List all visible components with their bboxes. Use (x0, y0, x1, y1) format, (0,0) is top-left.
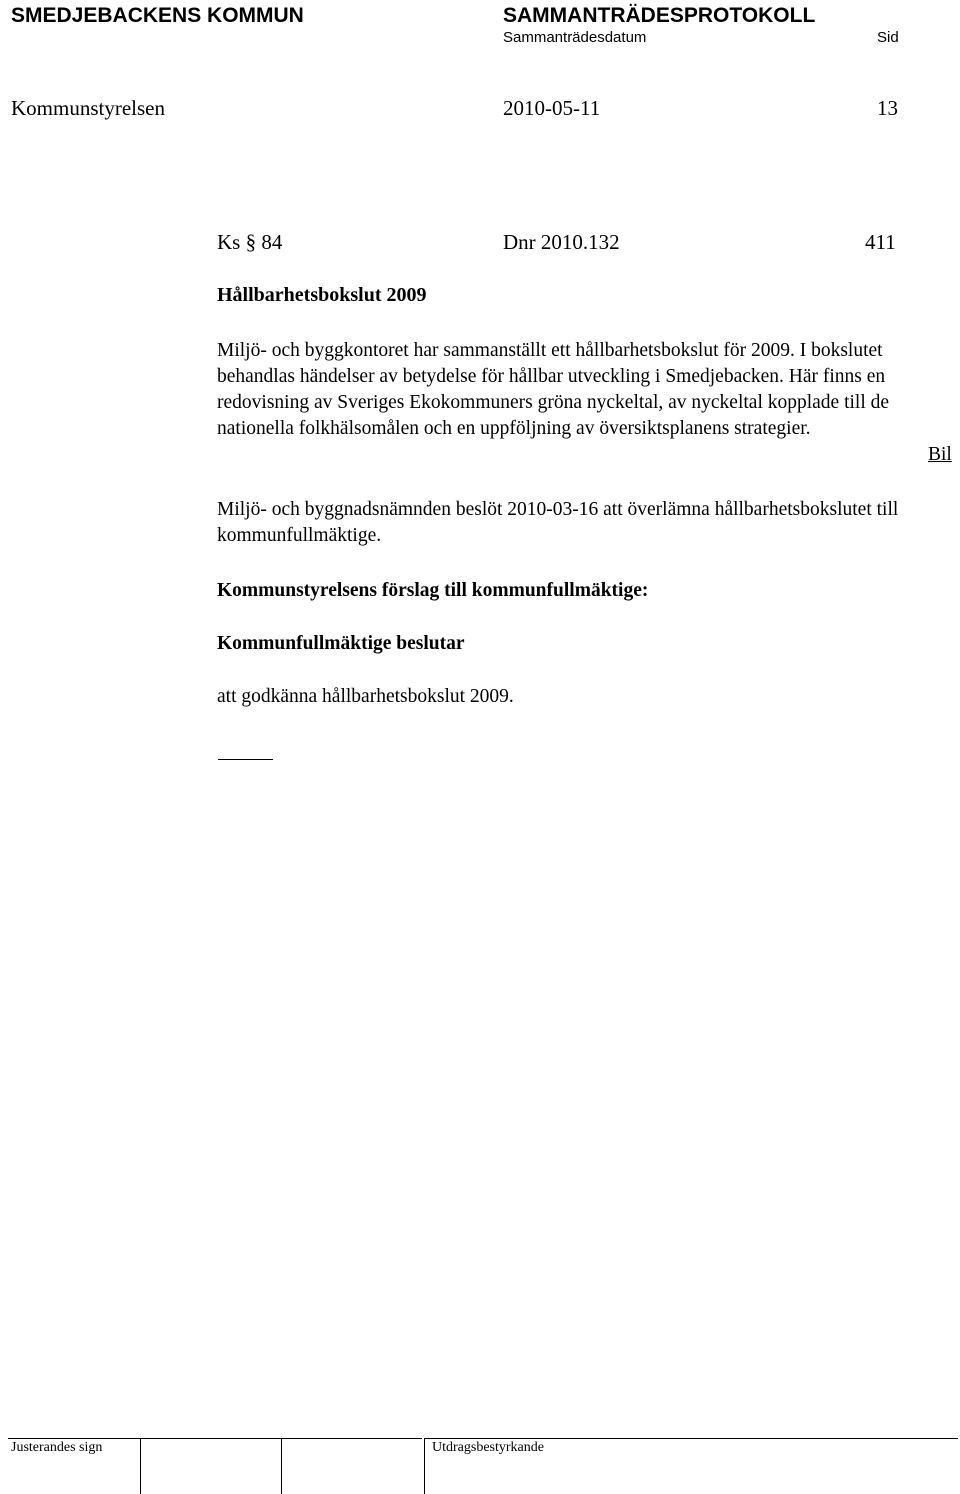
case-number: 84 (261, 230, 283, 254)
section-sign: § (245, 230, 257, 254)
decision-text: att godkänna hållbarhetsbokslut 2009. (217, 686, 514, 707)
case-title: Hållbarhetsbokslut 2009 (217, 284, 427, 306)
paragraph-summary: Miljö- och byggkontoret har sammanställt ett hållbarhetsbokslut för 2009. I bokslutet behandlas händelser av betydelse för hållbar utveckling i Smedjebacken. Här finns en redovisning av Sveriges Ekokommuners gröna nyckeltal, av nyckeltal kopplade till de nationella folkhälsomålen och en uppföljning av översiktsplanens strategier. (217, 340, 890, 439)
meeting-date-label: Sammanträdesdatum (503, 29, 647, 46)
attachment-link[interactable]: Bil (928, 444, 952, 465)
case-code: 411 (865, 230, 896, 254)
footer-rule-right (424, 1438, 958, 1439)
paragraph-committee-decision: Miljö- och byggnadsnämnden beslöt 2010-03-16 att överlämna hållbarhetsbokslutet till kommunfullmäktige. (217, 499, 899, 546)
footer-divider-2 (281, 1438, 282, 1494)
committee-name: Kommunstyrelsen (11, 96, 165, 120)
org-name: SMEDJEBACKENS KOMMUN (11, 4, 304, 27)
page-label: Sid (877, 29, 899, 46)
end-rule (218, 759, 273, 760)
footer-divider-3 (424, 1438, 425, 1494)
decision-heading: Kommunfullmäktige beslutar (217, 633, 465, 654)
document-type: SAMMANTRÄDESPROTOKOLL (503, 4, 816, 27)
signature-label: Justerandes sign (11, 1440, 103, 1455)
page-number: 13 (877, 96, 898, 120)
meeting-date: 2010-05-11 (503, 96, 601, 120)
case-prefix: Ks (217, 230, 241, 254)
case-section (217, 230, 282, 255)
extract-label: Utdragsbestyrkande (432, 1440, 544, 1455)
diary-number: Dnr 2010.132 (503, 230, 620, 254)
footer-divider-1 (140, 1438, 141, 1494)
footer-rule-left (8, 1438, 422, 1439)
proposal-heading: Kommunstyrelsens förslag till kommunfullmäktige: (217, 580, 649, 601)
